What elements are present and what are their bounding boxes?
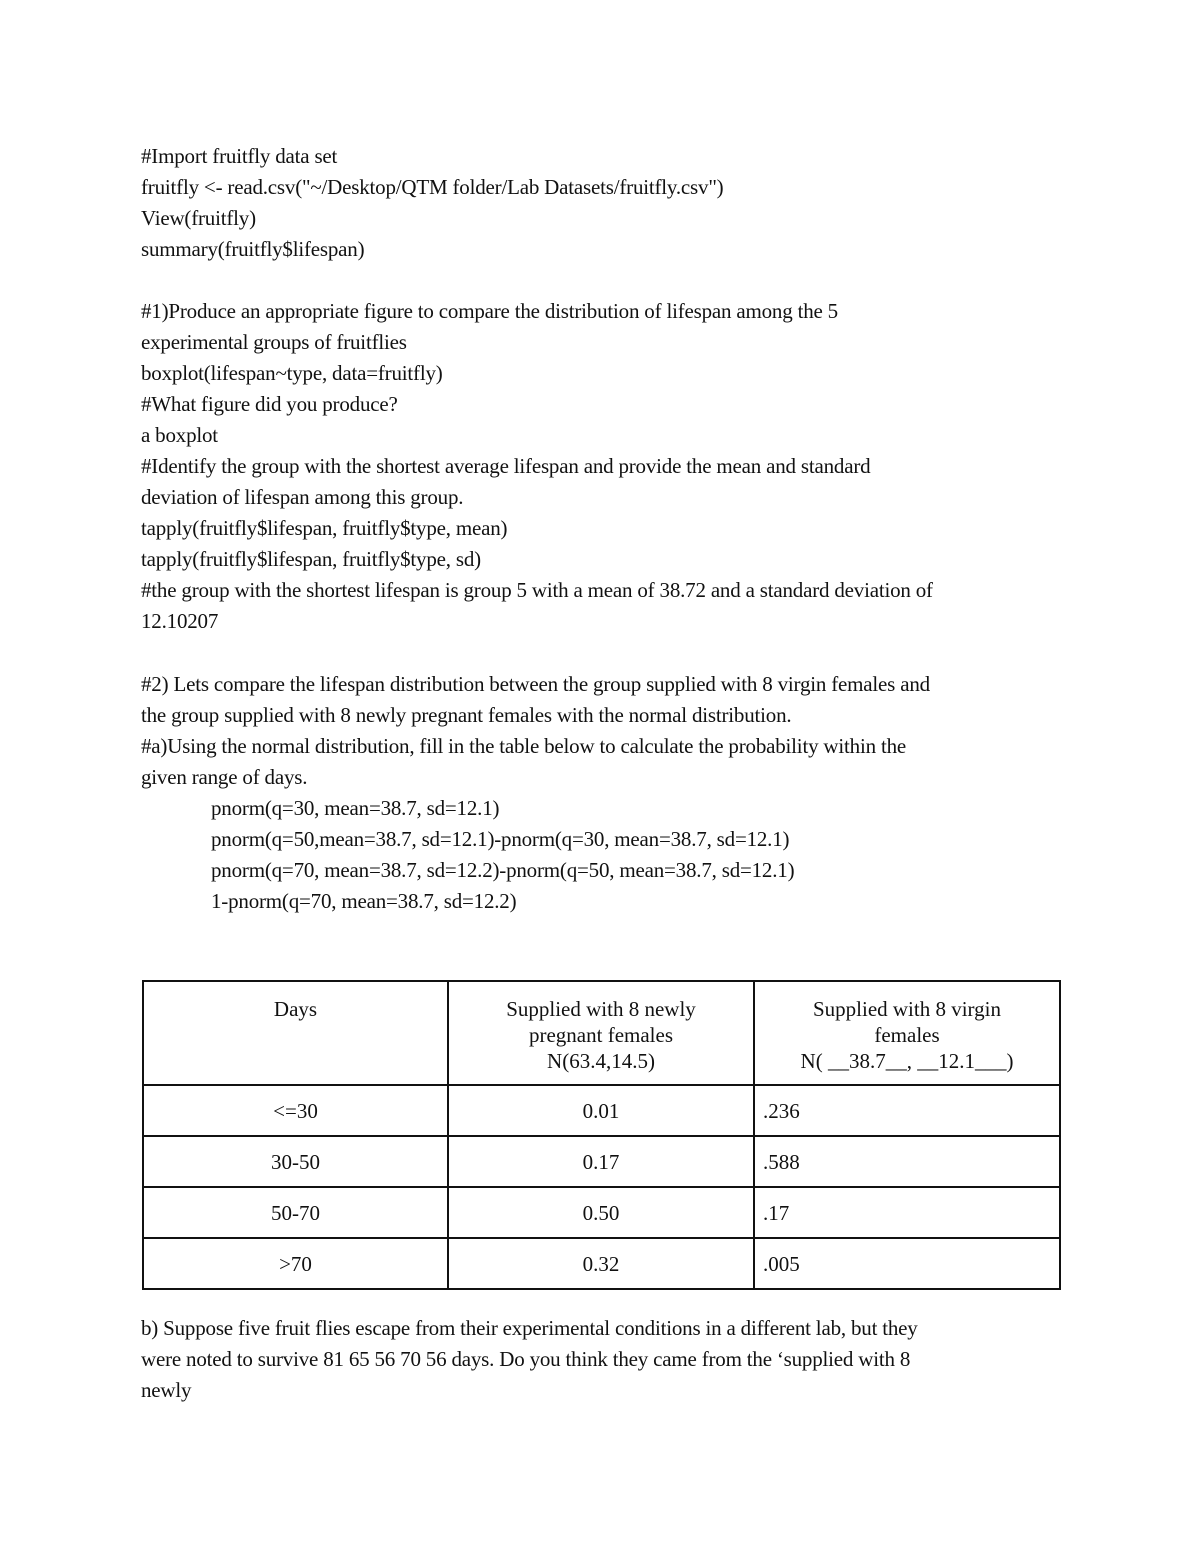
question-2b-text-cont: were noted to survive 81 65 56 70 56 days. Do you think they came from the ‘supplied with 8 — [141, 1347, 911, 1371]
code-pnorm-4: 1-pnorm(q=70, mean=38.7, sd=12.2) — [211, 889, 517, 913]
question-2-text-cont: the group supplied with 8 newly pregnant females with the normal distribution. — [141, 703, 792, 727]
code-pnorm-1: pnorm(q=30, mean=38.7, sd=12.1) — [211, 796, 500, 820]
cell-days: 30-50 — [143, 1136, 448, 1187]
question-2-text: #2) Lets compare the lifespan distribution between the group supplied with 8 virgin females and — [141, 672, 930, 696]
table-header-row — [143, 981, 1060, 1085]
cell-pregnant: 0.32 — [448, 1238, 754, 1289]
question-2b-text-end: newly — [141, 1378, 192, 1402]
code-read-csv: fruitfly <- read.csv("~/Desktop/QTM folder/Lab Datasets/fruitfly.csv") — [141, 175, 724, 199]
code-pnorm-3: pnorm(q=70, mean=38.7, sd=12.2)-pnorm(q=50, mean=38.7, sd=12.1) — [211, 858, 795, 882]
answer-shortest-group-cont: 12.10207 — [141, 609, 219, 633]
header-days: Days — [143, 981, 448, 1085]
cell-virgin: .005 — [754, 1238, 1060, 1289]
table-row — [143, 1187, 1060, 1238]
cell-days: >70 — [143, 1238, 448, 1289]
code-pnorm-2: pnorm(q=50,mean=38.7, sd=12.1)-pnorm(q=30, mean=38.7, sd=12.1) — [211, 827, 790, 851]
cell-virgin: .588 — [754, 1136, 1060, 1187]
cell-pregnant: 0.50 — [448, 1187, 754, 1238]
comment-identify-group-cont: deviation of lifespan among this group. — [141, 485, 464, 509]
comment-what-figure: #What figure did you produce? — [141, 392, 398, 416]
probability-table — [142, 980, 1061, 1290]
question-1-text-cont: experimental groups of fruitflies — [141, 330, 407, 354]
cell-pregnant: 0.17 — [448, 1136, 754, 1187]
cell-virgin: .17 — [754, 1187, 1060, 1238]
table-row — [143, 1085, 1060, 1136]
code-summary: summary(fruitfly$lifespan) — [141, 237, 365, 261]
cell-pregnant: 0.01 — [448, 1085, 754, 1136]
question-2a-text-cont: given range of days. — [141, 765, 308, 789]
table-row — [143, 1136, 1060, 1187]
question-2b-text: b) Suppose five fruit flies escape from their experimental conditions in a different lab, but they — [141, 1316, 918, 1340]
cell-virgin: .236 — [754, 1085, 1060, 1136]
question-1-text: #1)Produce an appropriate figure to compare the distribution of lifespan among the 5 — [141, 299, 838, 323]
comment-import: #Import fruitfly data set — [141, 144, 338, 168]
code-view: View(fruitfly) — [141, 206, 256, 230]
answer-boxplot: a boxplot — [141, 423, 218, 447]
answer-shortest-group: #the group with the shortest lifespan is group 5 with a mean of 38.72 and a standard deviation of — [141, 578, 933, 602]
question-2a-text: #a)Using the normal distribution, fill in the table below to calculate the probability within the — [141, 734, 907, 758]
header-virgin: Supplied with 8 virgin females N( __38.7__, __12.1___) — [754, 981, 1060, 1085]
header-pregnant: Supplied with 8 newly pregnant females N(63.4,14.5) — [448, 981, 754, 1085]
table-row — [143, 1238, 1060, 1289]
code-tapply-mean: tapply(fruitfly$lifespan, fruitfly$type, mean) — [141, 516, 508, 540]
comment-identify-group: #Identify the group with the shortest average lifespan and provide the mean and standard — [141, 454, 871, 478]
cell-days: <=30 — [143, 1085, 448, 1136]
code-tapply-sd: tapply(fruitfly$lifespan, fruitfly$type, sd) — [141, 547, 481, 571]
cell-days: 50-70 — [143, 1187, 448, 1238]
code-boxplot: boxplot(lifespan~type, data=fruitfly) — [141, 361, 443, 385]
